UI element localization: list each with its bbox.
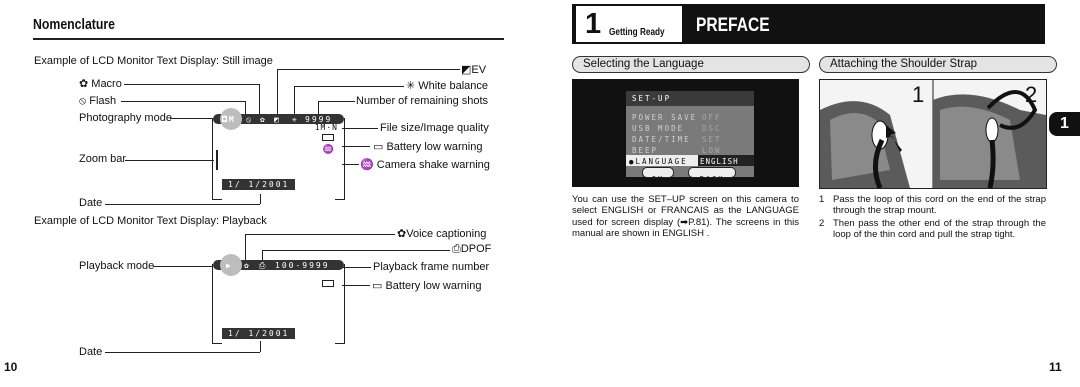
menu-item-language[interactable]: ●LANGUAGE: [629, 157, 688, 166]
ev-icon: ◩: [274, 115, 281, 124]
playback-icon: ▶: [226, 261, 233, 270]
playback-date-readout: 1/ 1/2001: [222, 328, 295, 339]
heading-rule: [33, 38, 504, 40]
lcd-battery-icon: [322, 134, 334, 141]
strap-step-number-2: 2: [819, 218, 825, 229]
battery-label: ▭ Battery low warning: [373, 141, 483, 153]
ev-icon: ◩: [461, 64, 472, 76]
strap-section-title: Attaching the Shoulder Strap: [819, 56, 1057, 73]
white-balance-icon: ✳: [406, 80, 419, 92]
playback-title: Example of LCD Monitor Text Display: Playback: [34, 215, 267, 227]
macro-icon: ✿: [260, 115, 267, 124]
zoom-bar-indicator: [216, 150, 218, 170]
camera-shake-label: ♒ Camera shake warning: [360, 159, 490, 171]
menu-value-power-save: OFF: [702, 113, 722, 122]
dpof-icon: ⎙: [259, 261, 268, 270]
playback-battery-label: ▭ Battery low warning: [372, 280, 482, 292]
voice-icon: ✿: [397, 228, 407, 240]
white-balance-label: ✳ White balance: [406, 80, 488, 92]
camera-shake-icon: ♒: [360, 159, 377, 171]
setup-header: SET-UP: [632, 94, 672, 103]
right-page-number: 11: [1049, 360, 1062, 374]
battery-icon: ▭: [372, 280, 386, 292]
flash-label: ⦸ Flash: [79, 95, 117, 107]
macro-icon: ✿: [79, 78, 92, 90]
strap-step-text-2: Then pass the other end of the strap through the loop of the thin cord and pull the strap tight.: [833, 218, 1046, 241]
dpof-icon: ⎙: [452, 243, 461, 255]
still-date-readout: 1/ 1/2001: [222, 179, 295, 190]
figure-step-1: 1: [912, 82, 925, 107]
still-date-label: Date: [79, 197, 103, 209]
flash-icon: ⦸: [246, 115, 254, 124]
flash-icon: ⦸: [79, 95, 90, 107]
menu-value-date-time: SET: [702, 135, 722, 144]
remaining-shots-readout: 9999: [305, 115, 333, 124]
still-lcd-panel: [212, 115, 345, 200]
strap-step-number-1: 1: [819, 194, 825, 205]
menu-value-language: ENGLISH: [700, 157, 739, 166]
quality-readout: 1M·N: [314, 123, 338, 132]
strap-illustration: [820, 80, 1046, 188]
white-balance-icon: ✳: [292, 115, 299, 124]
chapter-number: 1: [585, 8, 602, 40]
voice-caption-label: ✿Voice captioning: [397, 228, 487, 240]
battery-icon: ▭: [373, 141, 387, 153]
dpof-label: ⎙DPOF: [452, 243, 492, 255]
frame-number-readout: 100-9999: [275, 261, 330, 270]
menu-item-date-time[interactable]: DATE/TIME: [632, 135, 691, 144]
still-title: Example of LCD Monitor Text Display: Still image: [34, 55, 273, 67]
playback-lcd-battery-icon: [322, 280, 334, 287]
figure-step-2: 2: [1025, 82, 1038, 107]
menu-item-usb-mode[interactable]: USB MODE: [632, 124, 685, 133]
chapter-title: PREFACE: [696, 15, 770, 36]
language-section-title: Selecting the Language: [572, 56, 810, 73]
menu-item-beep[interactable]: BEEP: [632, 146, 659, 155]
setup-screen: [572, 79, 799, 187]
left-page-number: 10: [4, 360, 18, 374]
lcd-shake-icon: ♒: [322, 144, 334, 154]
menu-value-beep: LOW: [702, 146, 722, 155]
chapter-tab: [574, 4, 684, 44]
file-size-label: File size/Image quality: [380, 122, 489, 134]
language-description: You can use the SET–UP screen on this camera to select ENGLISH or FRANCAIS as the LANGUAGE used for screen display (➡P.81). The screens in this manual are shown in ENGLISH .: [572, 194, 799, 240]
strap-figure: [819, 79, 1047, 189]
section-heading: Nomenclature: [33, 16, 116, 33]
frame-number-label: Playback frame number: [373, 261, 490, 273]
camera-mode-icon: ◘M: [222, 115, 236, 124]
remaining-shots-label: Number of remaining shots: [356, 95, 489, 107]
playback-mode-label: Playback mode: [79, 260, 155, 272]
playback-lcd-panel: [212, 261, 345, 344]
ev-label: ◩EV: [461, 64, 487, 76]
playback-date-label: Date: [79, 346, 103, 358]
chapter-label: Getting Ready: [609, 27, 665, 38]
ok-button[interactable]: OK: [651, 175, 665, 183]
voice-icon: ✿: [244, 261, 251, 270]
setup-menu: [626, 91, 754, 183]
back-button[interactable]: BACK: [699, 175, 725, 183]
zoom-bar-label: Zoom bar: [79, 153, 127, 165]
menu-item-power-save[interactable]: POWER SAVE: [632, 113, 698, 122]
photography-mode-label: Photography mode: [79, 112, 172, 124]
chapter-side-tab: 1: [1049, 112, 1080, 136]
macro-label: ✿ Macro: [79, 78, 122, 90]
strap-step-text-1: Pass the loop of this cord on the end of the strap through the strap mount.: [833, 194, 1046, 217]
menu-value-usb-mode: DSC: [702, 124, 722, 133]
